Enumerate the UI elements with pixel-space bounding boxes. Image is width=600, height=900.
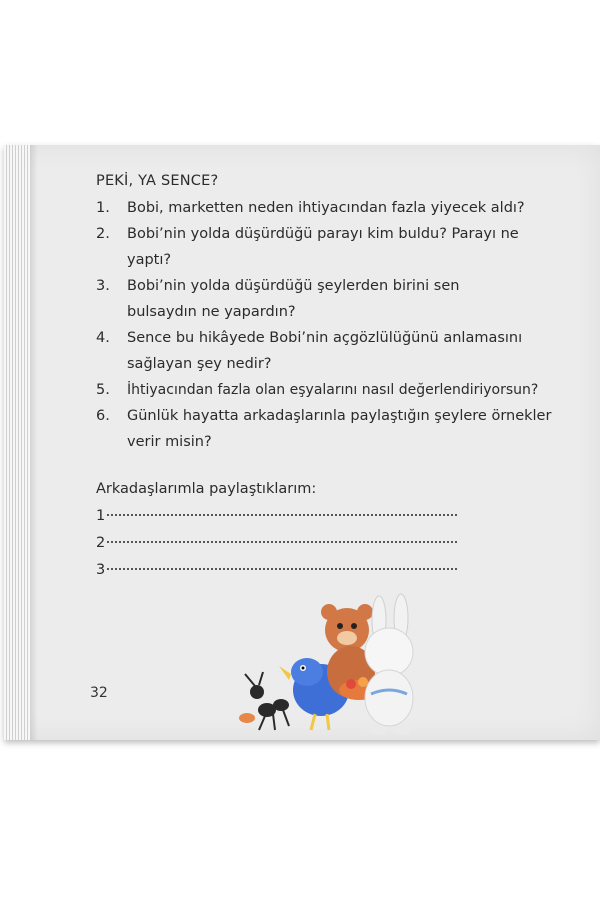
- answer-line-number: 2: [96, 535, 106, 551]
- characters-illustration: [229, 590, 449, 740]
- question-item: [96, 325, 566, 377]
- page-edges: [4, 145, 30, 740]
- question-text: Sence bu hikâyede Bobi’nin açgözlülüğünü anlamasını sağlayan şey nedir?: [127, 330, 523, 372]
- page-number: 32: [90, 685, 108, 701]
- question-list: [96, 195, 566, 455]
- question-text: Bobi’nin yolda düşürdüğü parayı kim buldu? Parayı ne yaptı?: [127, 226, 519, 268]
- ant-character: [239, 672, 289, 730]
- question-number: 5.: [96, 382, 110, 398]
- answer-line[interactable]: [96, 503, 566, 530]
- answer-lines: [96, 503, 566, 584]
- question-number: 4.: [96, 330, 110, 346]
- answer-line-number: 3: [96, 562, 106, 578]
- question-number: 3.: [96, 278, 110, 294]
- question-text: Günlük hayatta arkadaşlarınla paylaştığın şeylere örnekler verir misin?: [127, 408, 552, 450]
- shared-items-title: Arkadaşlarımla paylaştıklarım:: [96, 481, 317, 497]
- question-item: [96, 221, 566, 273]
- answer-line-number: 1: [96, 508, 106, 524]
- question-number: 1.: [96, 200, 110, 216]
- question-text: Bobi, marketten neden ihtiyacından fazla yiyecek aldı?: [127, 200, 525, 216]
- answer-line[interactable]: [96, 530, 566, 557]
- dotted-line: [107, 540, 457, 543]
- question-number: 6.: [96, 408, 110, 424]
- dotted-line: [107, 567, 457, 570]
- gutter-shadow: [30, 145, 38, 740]
- answer-line[interactable]: [96, 557, 566, 584]
- question-text: Bobi’nin yolda düşürdüğü şeylerden birini sen bulsaydın ne yapardın?: [127, 278, 460, 320]
- page-heading: PEKİ, YA SENCE?: [96, 173, 219, 189]
- dotted-line: [107, 513, 457, 516]
- question-text: İhtiyacından fazla olan eşyalarını nasıl değerlendiriyorsun?: [127, 382, 539, 398]
- question-number: 2.: [96, 226, 110, 242]
- question-item: [96, 377, 566, 403]
- question-item: [96, 195, 566, 221]
- book-page: [4, 145, 600, 740]
- rabbit-character: [365, 594, 413, 735]
- question-item: [96, 403, 566, 455]
- question-item: [96, 273, 566, 325]
- page-content: [96, 173, 566, 584]
